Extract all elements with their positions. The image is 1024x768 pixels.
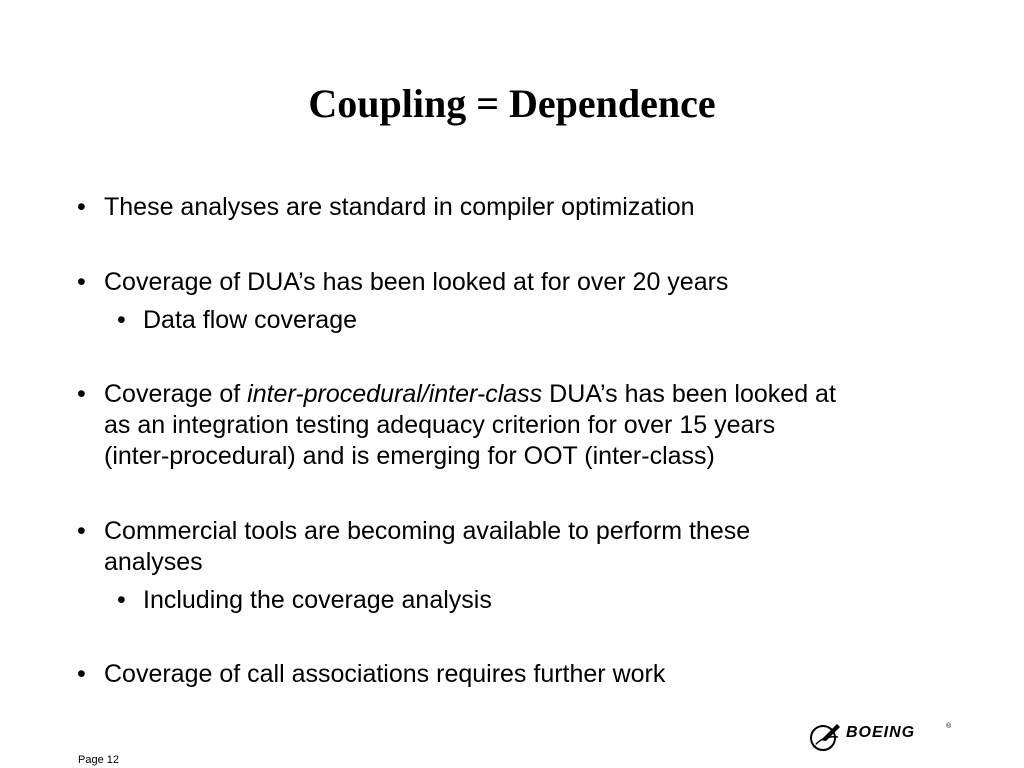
bullet-dot: • bbox=[77, 380, 86, 408]
bullet-dot: • bbox=[117, 586, 126, 614]
bullet-text: Data flow coverage bbox=[143, 306, 358, 334]
bullet-item bbox=[77, 379, 954, 472]
slide-title: Coupling = Dependence bbox=[308, 81, 716, 126]
bullet-dot: • bbox=[77, 268, 86, 296]
bullet-line: Commercial tools are becoming available to perform these bbox=[104, 517, 751, 545]
boeing-logo bbox=[806, 718, 956, 756]
bullet-item bbox=[77, 192, 954, 223]
boeing-symbol-icon bbox=[806, 718, 844, 756]
bullet-text: Including the coverage analysis bbox=[143, 586, 492, 614]
bullet-line: analyses bbox=[104, 548, 203, 576]
bullet-emphasis: inter-procedural/inter-class bbox=[247, 380, 543, 408]
bullet-item bbox=[77, 267, 954, 298]
bullet-line bbox=[104, 379, 954, 410]
registered-mark: ® bbox=[946, 723, 952, 730]
bullet-text: These analyses are standard in compiler optimization bbox=[104, 193, 695, 221]
logo-wordmark: BOEING bbox=[846, 724, 916, 741]
bullet-item bbox=[77, 659, 954, 690]
sub-bullet-item bbox=[117, 305, 943, 336]
bullet-dot: • bbox=[77, 660, 86, 688]
bullet-text: DUA’s has been looked at bbox=[542, 380, 836, 408]
sub-bullet-item bbox=[117, 585, 943, 616]
bullet-dot: • bbox=[117, 306, 126, 334]
bullet-item bbox=[77, 516, 954, 578]
bullet-line: (inter-procedural) and is emerging for OOT (inter-class) bbox=[104, 442, 715, 470]
bullet-dot: • bbox=[77, 517, 86, 545]
bullet-text: Coverage of DUA’s has been looked at for over 20 years bbox=[104, 268, 729, 296]
bullet-text: Coverage of bbox=[104, 380, 248, 408]
bullet-text: Coverage of call associations requires further work bbox=[104, 660, 666, 688]
page-number: Page 12 bbox=[78, 754, 119, 766]
bullet-dot: • bbox=[77, 193, 86, 221]
bullet-line: as an integration testing adequacy criterion for over 15 years bbox=[104, 411, 776, 439]
